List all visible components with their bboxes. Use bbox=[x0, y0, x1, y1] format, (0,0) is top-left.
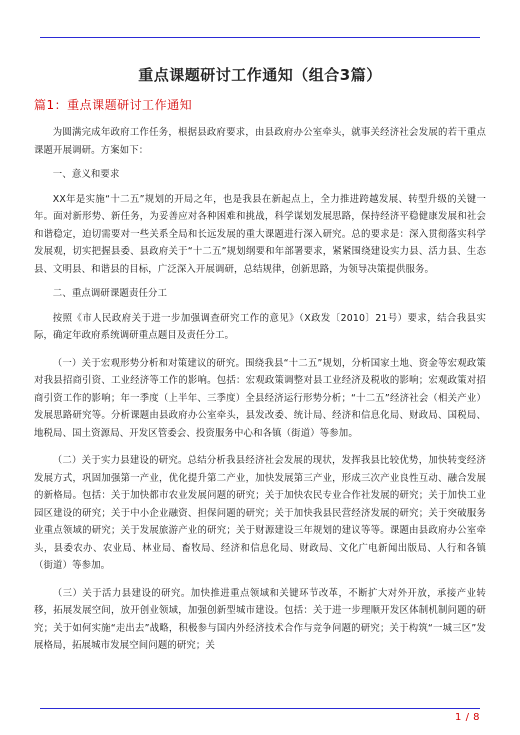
footer-rule bbox=[40, 708, 480, 709]
paragraph-strength-county: （二）关于实力县建设的研究。总结分析我县经济社会发展的现状，发挥我县比较优势，加快转变经济发展方式，巩固加强第一产业，优化提升第二产业，加快发展第三产业，形成三次产业良性互动、融合发展的新格局。包括：关于加快都市农业发展问题的研究；关于加快农民专业合作社发展的研究；关于加快工业园区建设的研究；关于中小企业融资、担保问题的研究；关于加快我县民营经济发展的研究；关于突破服务业重点领域的研究；关于发展旅游产业的研究；关于财源建设三年规划的建议等等。课题由县政府办公室牵头，县委农办、农业局、林业局、畜牧局、经济和信息化局、财政局、文化广电新闻出版局、人行和各镇（街道）等参加。 bbox=[34, 455, 486, 571]
document-title: 重点课题研讨工作通知（组合3篇） bbox=[138, 66, 382, 84]
intro-paragraph: 为圆满完成年政府工作任务，根据县政府要求，由县政府办公室牵头，就事关经济社会发展的若干重点课题开展调研。方案如下： bbox=[34, 127, 486, 156]
subheading-responsibility: 二、重点调研课题责任分工 bbox=[52, 288, 168, 299]
document-body bbox=[34, 124, 486, 655]
section-heading: 篇1：重点课题研讨工作通知 bbox=[34, 98, 193, 112]
paragraph-vitality-county: （三）关于活力县建设的研究。加快推进重点领域和关键环节改革，不断扩大对外开放，承接产业转移，拓展发展空间，放开创业领域，加强创新型城市建设。包括：关于进一步理顺开发区体制机制问题的研究；关于如何实施“走出去”战略，积极参与国内外经济技术合作与竞争问题的研究；关于构筑“一城三区”发展格局，拓展城市发展空间问题的研究；关 bbox=[34, 587, 486, 651]
paragraph-significance: XX年是实施“十二五”规划的开局之年，也是我县在新起点上，全力推进跨越发展、转型升级的关键一年。面对新形势、新任务，为妥善应对各种困难和挑战，科学谋划发展思路，保持经济平稳健康发展和社会和谐稳定，迫切需要对一些关系全局和长远发展的重大课题进行深入研究。总的要求是：深入贯彻落实科学发展观，切实把握县委、县政府关于“十二五”规划纲要和年部署要求，紧紧围绕建设实力县、活力县、生态县、文明县、和谐县的目标，广泛深入开展调研，总结规律，创新思路，为领导决策提供服务。 bbox=[34, 193, 486, 275]
paragraph-macro-analysis: （一）关于宏观形势分析和对策建议的研究。围绕我县“十二五”规划，分析国家土地、资金等宏观政策对我县招商引资、工业经济等工作的影响。包括：宏观政策调整对县工业经济及税收的影响；宏观政策对招商引资工作的影响；年一季度（上半年、三季度）全县经济运行形势分析；“十二五”经济社会（相关产业）发展思路研究等。分析课题由县政府办公室牵头，县发改委、统计局、经济和信息化局、财政局、国税局、地税局、国土资源局、开发区管委会、投资服务中心和各镇（街道）等参加。 bbox=[34, 357, 486, 439]
subheading-significance: 一、意义和要求 bbox=[52, 169, 120, 180]
paragraph-responsibility: 按照《市人民政府关于进一步加强调查研究工作的意见》（X政发〔2010〕21号）要求，结合我县实际，确定年政府系统调研重点题目及责任分工。 bbox=[34, 312, 486, 341]
page-number: 1 / 8 bbox=[455, 712, 480, 723]
header-rule bbox=[40, 37, 480, 38]
